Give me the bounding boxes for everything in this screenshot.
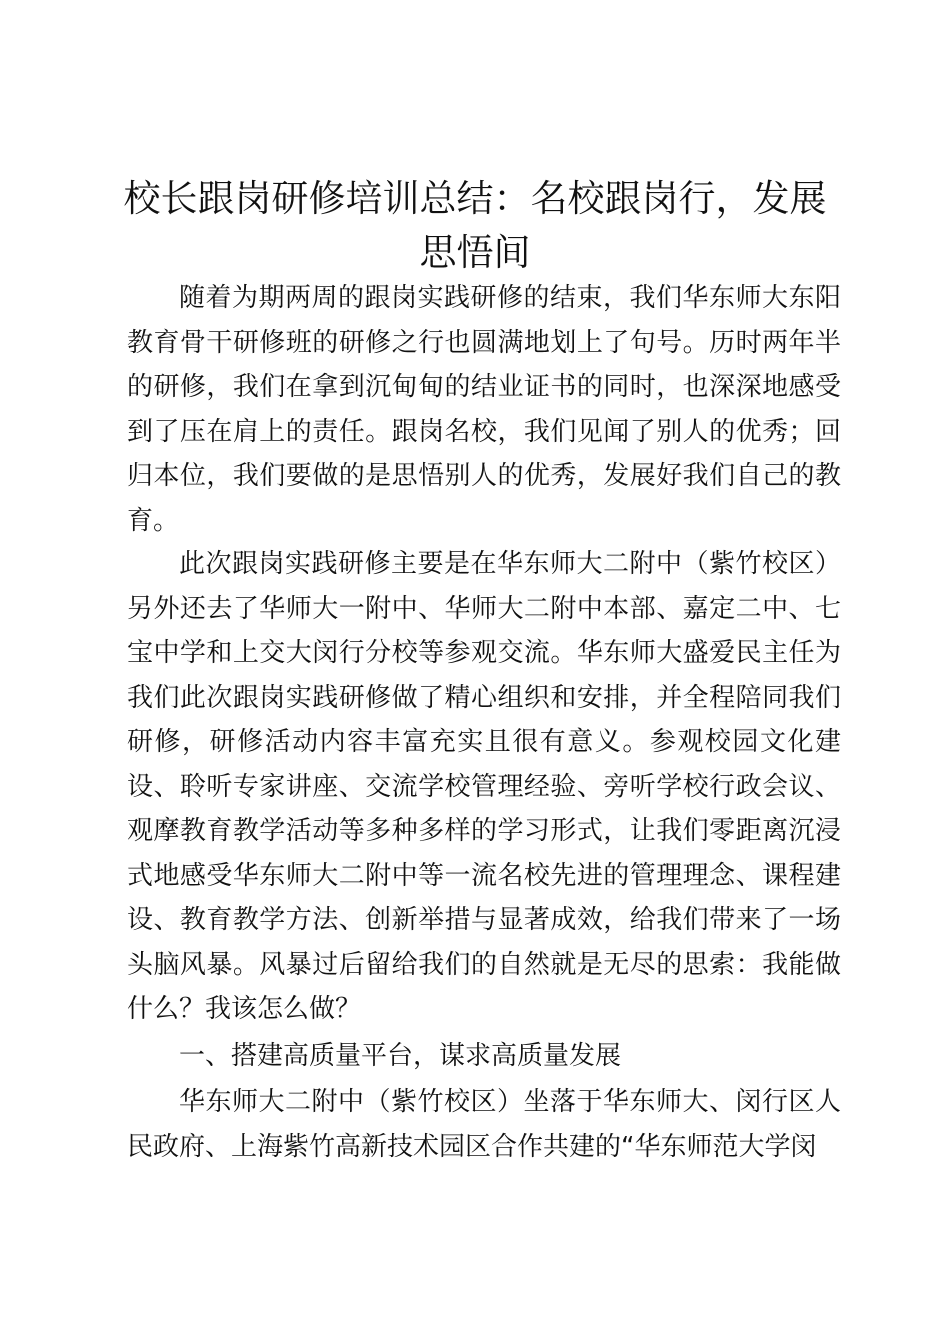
paragraph-2: 此次跟岗实践研修主要是在华东师大二附中（紫竹校区）另外还去了华师大一附中、华师大二附中本部、嘉定二中、七宝中学和上交大闵行分校等参观交流。华东师大盛爱民主任为我们此次跟岗实践研修做了精心组织和安排，并全程陪同我们研修，研修活动内容丰富充实且很有意义。参观校园文化建设、聆听专家讲座、交流学校管理经验、旁听学校行政会议、观摩教育教学活动等多种多样的学习形式，让我们零距离沉浸式地感受华东师大二附中等一流名校先进的管理理念、课程建设、教育教学方法、创新举措与显著成效，给我们带来了一场头脑风暴。风暴过后留给我们的自然就是无尽的思索：我能做什么？我该怎么做？ bbox=[127, 549, 841, 1024]
section-heading-1: 一、搭建高质量平台，谋求高质量发展 bbox=[179, 1041, 622, 1071]
paragraph-1: 随着为期两周的跟岗实践研修的结束，我们华东师大东阳教育骨干研修班的研修之行也圆满地划上了句号。历时两年半的研修，我们在拿到沉甸甸的结业证书的同时，也深深地感受到了压在肩上的责任。跟岗名校，我们见闻了别人的优秀；回归本位，我们要做的是思悟别人的优秀，发展好我们自己的教育。 bbox=[127, 283, 841, 536]
document-title: 校长跟岗研修培训总结：名校跟岗行，发展思悟间 bbox=[123, 177, 827, 274]
paragraph-3: 华东师大二附中（紫竹校区）坐落于华东师大、闵行区人民政府、上海紫竹高新技术园区合作共建的“华东师范大学闵 bbox=[127, 1087, 841, 1162]
